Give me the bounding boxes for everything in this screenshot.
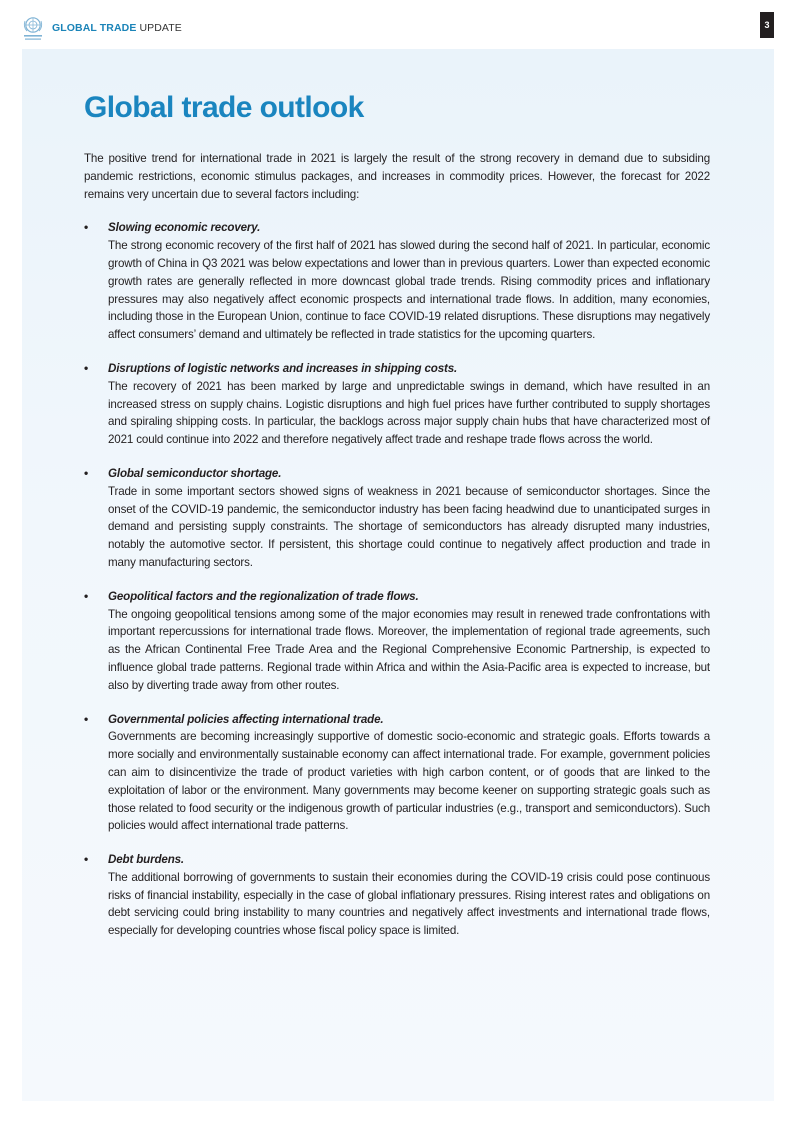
- factor-item: [84, 360, 710, 449]
- page-number: 3: [760, 12, 774, 38]
- report-series-suffix: UPDATE: [136, 22, 182, 34]
- factor-title: Governmental policies affecting international trade.: [108, 712, 384, 726]
- factor-item: [84, 588, 710, 695]
- factor-body: The recovery of 2021 has been marked by large and unpredictable swings in demand, which have resulted in an increased stress on supply chains. Logistic disruptions and high fuel prices have further contributed to supply shortages and spiraling shipping costs. In particular, the backlogs across major supply chain hubs that have characterized most of 2021 could continue into 2022 and therefore negatively affect trade and reshape trade flows across the world.: [108, 379, 710, 447]
- factor-item: [84, 851, 710, 940]
- bullet-icon: •: [84, 588, 89, 603]
- factor-title: Global semiconductor shortage.: [108, 466, 282, 480]
- bullet-icon: •: [84, 220, 89, 235]
- bullet-icon: •: [84, 852, 89, 867]
- bullet-icon: •: [84, 360, 89, 375]
- factor-body: Trade in some important sectors showed signs of weakness in 2021 because of semiconductor shortages. Since the onset of the COVID-19 pandemic, the semiconductor industry has been facing headwind due to unanticipated surges in demand and persisting supply constraints. The shortage of semiconductors has already disrupted many industries, notably the automotive sector. If persistent, this shortage could continue to negatively affect production and trade in many manufacturing sectors.: [108, 484, 710, 569]
- factor-body: The additional borrowing of governments to sustain their economies during the COVID-19 crisis could pose continuous risks of financial instability, especially in the case of global inflationary pressures. Rising interest rates and obligations on debt servicing could bring instability to many countries and negatively affect investments and international trade flows, especially for developing countries whose fiscal policy space is limited.: [108, 870, 710, 938]
- factor-title: Slowing economic recovery.: [108, 221, 261, 235]
- factor-title: Debt burdens.: [108, 853, 184, 867]
- factor-body: The ongoing geopolitical tensions among some of the major economies may result in renewed trade confrontations with important repercussions for international trade flows. Moreover, the implementation of regional trade agreements, such as the African Continental Free Trade Area and the Regional Comprehensive Economic Partnership, is expected to influence global trade patterns. Regional trade within Africa and within the Asia-Pacific area is expected to increase, but also by diverting trade away from other routes.: [108, 607, 710, 692]
- factor-title: Disruptions of logistic networks and increases in shipping costs.: [108, 361, 458, 375]
- page-header: [0, 0, 793, 48]
- bullet-icon: •: [84, 465, 89, 480]
- factor-body: Governments are becoming increasingly supportive of domestic socio-economic and strategic goals. Efforts towards a more socially and environmentally sustainable economy can affect international trade. For example, government policies can aim to disincentivize the trade of product varieties with high carbon content, or of goods that are linked to the exploitation of labor or the environment. Many governments may become keener on supporting strategic goals such as those related to food security or the indigenous growth of particular industries (e.g., transport and semiconductors). Such policies would affect international trade patterns.: [108, 730, 710, 833]
- factor-item: [84, 465, 710, 572]
- report-series-name: GLOBAL TRADE: [52, 22, 137, 34]
- bullet-icon: •: [84, 711, 89, 726]
- intro-paragraph: The positive trend for international trade in 2021 is largely the result of the strong recovery in demand due to subsiding pandemic restrictions, economic stimulus packages, and increases in commodity prices. However, the forecast for 2022 remains very uncertain due to several factors including:: [84, 152, 710, 201]
- page-title: Global trade outlook: [84, 91, 364, 124]
- factor-item: [84, 219, 710, 344]
- un-emblem-icon: [22, 16, 44, 42]
- report-series-title: [52, 21, 182, 35]
- factor-title: Geopolitical factors and the regionalization of trade flows.: [108, 589, 419, 603]
- factor-body: The strong economic recovery of the first half of 2021 has slowed during the second half of 2021. In particular, economic growth of China in Q3 2021 was below expectations and lower than in previous quarters. Lower than expected economic growth rates are generally reflected in more downcast global trade trends. Rising commodity prices and inflationary pressures may also negatively affect economic prospects and international trade flows. In addition, many economies, including those in the European Union, continue to face COVID-19 related disruptions. These disruptions may negatively affect consumers’ demand and ultimately be reflected in trade statistics for the upcoming quarters.: [108, 239, 710, 342]
- factor-item: [84, 711, 710, 836]
- article-body: [84, 150, 710, 956]
